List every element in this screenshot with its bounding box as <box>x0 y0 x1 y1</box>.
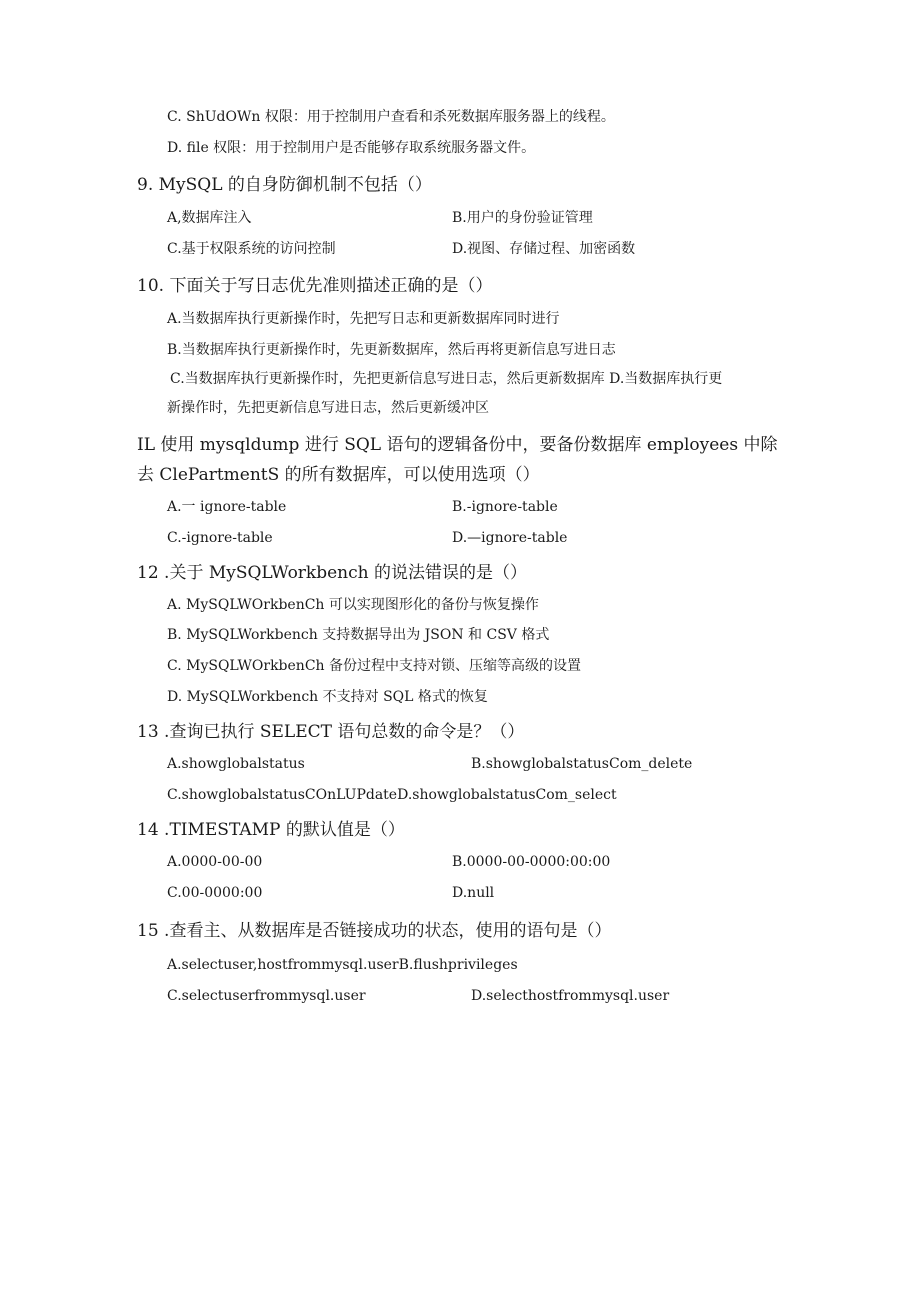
q11-option-a: A.一 ignore-table <box>167 499 287 515</box>
q10-option-a: A.当数据库执行更新操作时，先把写日志和更新数据库同时进行 <box>167 311 560 327</box>
q12-option-a: A. MySQLWOrkbenCh 可以实现图形化的备份与恢复操作 <box>167 597 539 613</box>
q14-option-d: D.null <box>452 885 495 901</box>
q12-option-c: C. MySQLWOrkbenCh 备份过程中支持对锁、压缩等高级的设置 <box>167 658 581 674</box>
q11-stem-line-1: IL 使用 mysqldump 进行 SQL 语句的逻辑备份中，要备份数据库 employees 中除 <box>137 435 778 455</box>
q13-option-c-d: C.showglobalstatusCOnLUPdateD.showglobalstatusCom_select <box>167 787 617 803</box>
q9-stem: 9. MySQL 的自身防御机制不包括（） <box>137 175 432 195</box>
q13-option-a: A.showglobalstatus <box>167 756 305 772</box>
q15-stem: 15 .查看主、从数据库是否链接成功的状态，使用的语句是（） <box>137 921 612 941</box>
q13-option-b: B.showglobalstatusCom_delete <box>471 756 693 772</box>
q8-option-d: D. file 权限：用于控制用户是否能够存取系统服务器文件。 <box>167 140 536 156</box>
q14-option-c: C.00-0000:00 <box>167 885 263 901</box>
q10-option-d-continued: 新操作时，先把更新信息写进日志，然后更新缓冲区 <box>167 400 489 416</box>
q12-stem: 12 .关于 MySQLWorkbench 的说法错误的是（） <box>137 563 527 583</box>
q11-option-c: C.-ignore-table <box>167 530 273 546</box>
q12-option-d: D. MySQLWorkbench 不支持对 SQL 格式的恢复 <box>167 689 488 705</box>
q11-option-b: B.-ignore-table <box>452 499 558 515</box>
q15-option-c: C.selectuserfrommysql.user <box>167 988 366 1004</box>
q10-stem: 10. 下面关于写日志优先准则描述正确的是（） <box>137 276 493 296</box>
q9-option-d: D.视图、存储过程、加密函数 <box>452 241 636 257</box>
q9-option-b: B.用户的身份验证管理 <box>452 210 593 226</box>
q8-option-c: C. ShUdOWn 权限：用于控制用户查看和杀死数据库服务器上的线程。 <box>167 109 615 125</box>
q11-stem-line-2: 去 ClePartmentS 的所有数据库，可以使用选项（） <box>137 465 540 485</box>
q13-stem: 13 .查询已执行 SELECT 语句总数的命令是？（） <box>137 722 525 742</box>
q11-option-d: D.—ignore-table <box>452 530 568 546</box>
q14-option-a: A.0000-00-00 <box>167 854 263 870</box>
q10-option-c-d: C.当数据库执行更新操作时，先把更新信息写进日志，然后更新数据库 D.当数据库执行更 <box>170 371 723 387</box>
q14-stem: 14 .TIMESTAMP 的默认值是（） <box>137 820 405 840</box>
q10-option-b: B.当数据库执行更新操作时，先更新数据库，然后再将更新信息写进日志 <box>167 342 616 358</box>
q9-option-a: A,数据库注入 <box>167 210 252 226</box>
q14-option-b: B.0000-00-0000:00:00 <box>452 854 611 870</box>
q15-option-a-b: A.selectuser,hostfrommysql.userB.flushprivileges <box>167 957 518 973</box>
q12-option-b: B. MySQLWorkbench 支持数据导出为 JSON 和 CSV 格式 <box>167 627 550 643</box>
q15-option-d: D.selecthostfrommysql.user <box>471 988 670 1004</box>
q9-option-c: C.基于权限系统的访问控制 <box>167 241 336 257</box>
